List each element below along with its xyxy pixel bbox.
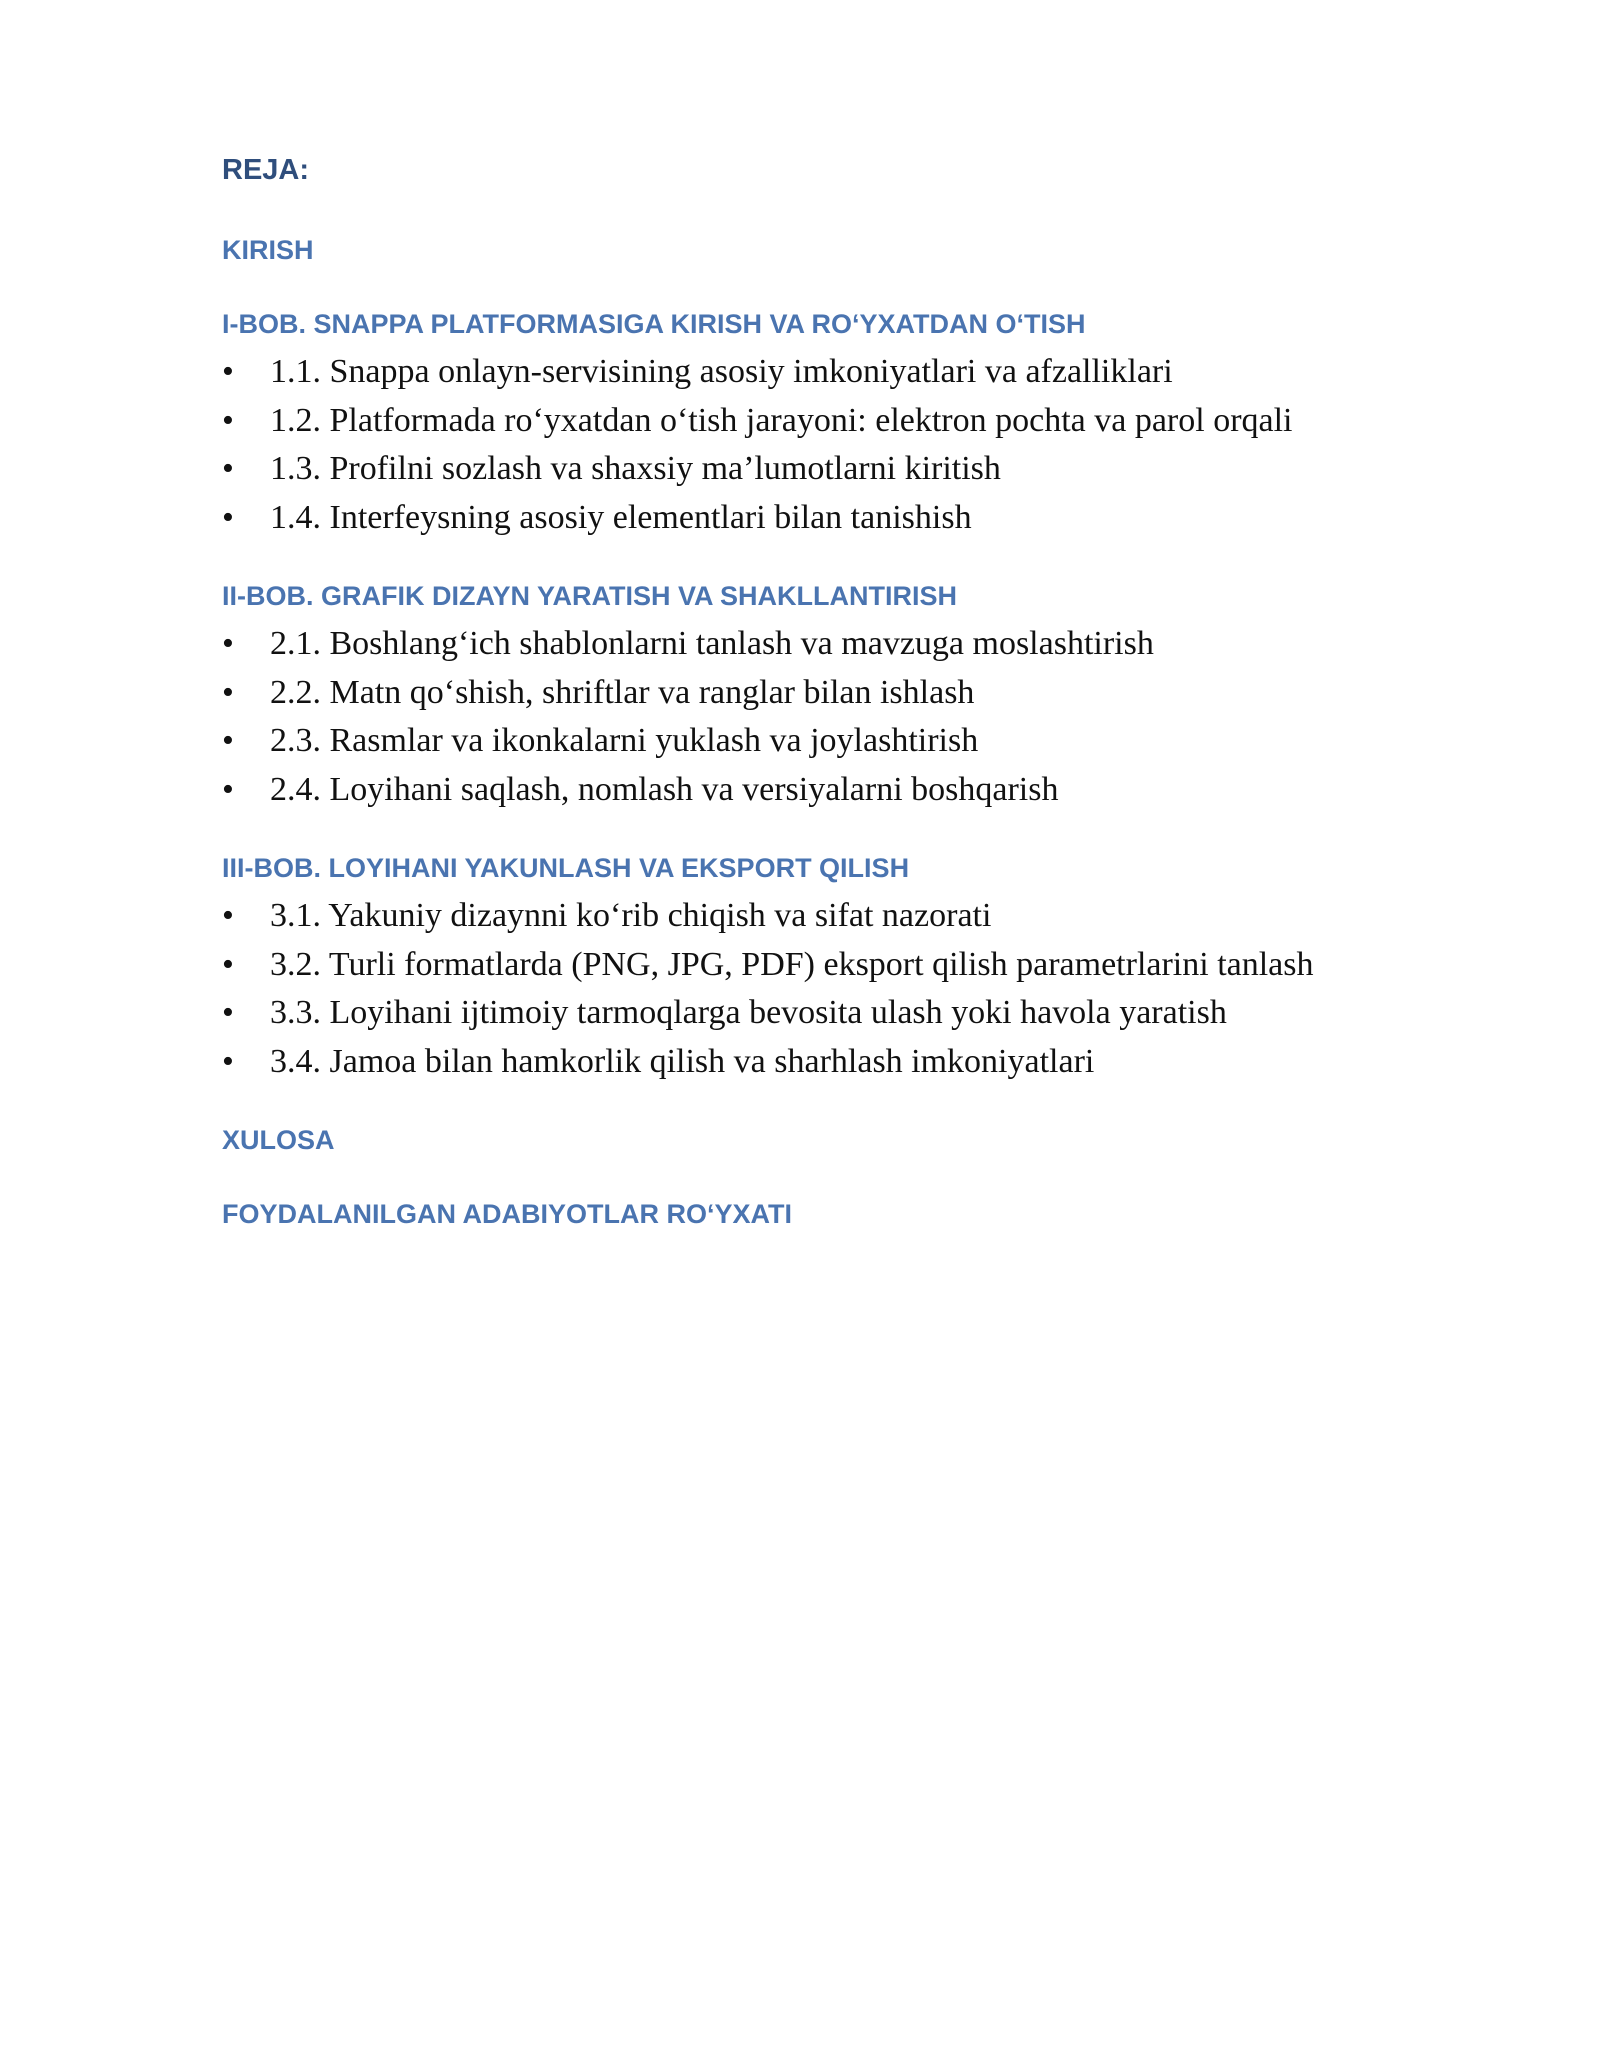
intro-heading: KIRISH [222,235,314,265]
list-item [222,717,1422,766]
list-item-text: 1.1. Snappa onlayn-servisining asosiy imkoniyatlari va afzalliklari [270,353,1173,390]
chapter-3-heading: III-BOB. LOYIHANI YAKUNLASH VA EKSPORT QILISH [222,853,910,883]
list-item-text: 3.1. Yakuniy dizaynni ko‘rib chiqish va sifat nazorati [270,897,992,934]
chapter-2-heading: II-BOB. GRAFIK DIZAYN YARATISH VA SHAKLLANTIRISH [222,581,958,611]
list-item [222,1038,1422,1087]
bullet-icon: • [222,1042,234,1080]
bullet-icon: • [222,498,234,536]
list-item [222,494,1422,543]
list-item [222,620,1422,669]
chapter-3-list [222,892,1422,1086]
list-item-text: 1.2. Platformada ro‘yxatdan o‘tish jarayoni: elektron pochta va parol orqali [270,401,1293,439]
plan-title: REJA: [222,154,310,186]
list-item [222,892,1422,941]
list-item [222,445,1422,494]
bullet-icon: • [222,401,234,439]
list-item-text: 1.4. Interfeysning asosiy elementlari bilan tanishish [270,498,972,536]
list-item [222,348,1422,397]
references-heading: FOYDALANILGAN ADABIYOTLAR RO‘YXATI [222,1199,792,1229]
list-item-text: 1.3. Profilni sozlash va shaxsiy ma’lumotlarni kiritish [270,450,1001,487]
bullet-icon: • [222,722,234,759]
list-item-text: 3.4. Jamoa bilan hamkorlik qilish va sharhlash imkoniyatlari [270,1042,1095,1080]
chapter-3 [222,848,1422,1086]
bullet-icon: • [222,450,234,487]
list-item [222,397,1422,446]
list-item-text: 2.1. Boshlang‘ich shablonlarni tanlash va mavzuga moslashtirish [270,625,1154,662]
chapter-2 [222,576,1422,814]
conclusion-heading: XULOSA [222,1125,335,1155]
list-item-text: 2.3. Rasmlar va ikonkalarni yuklash va joylashtirish [270,722,979,759]
bullet-icon: • [222,673,234,711]
list-item [222,766,1422,815]
bullet-icon: • [222,994,234,1031]
list-item [222,669,1422,718]
chapter-1-heading: I-BOB. SNAPPA PLATFORMASIGA KIRISH VA RO‘YXATDAN O‘TISH [222,309,1086,339]
bullet-icon: • [222,945,234,983]
chapter-1-list [222,348,1422,542]
bullet-icon: • [222,770,234,808]
chapter-2-list [222,620,1422,814]
list-item-text: 2.2. Matn qo‘shish, shriftlar va ranglar bilan ishlash [270,673,975,711]
document-page [222,150,1422,1234]
list-item [222,941,1422,990]
list-item-text: 2.4. Loyihani saqlash, nomlash va versiyalarni boshqarish [270,770,1059,808]
list-item-text: 3.2. Turli formatlarda (PNG, JPG, PDF) eksport qilish parametrlarini tanlash [270,945,1314,983]
bullet-icon: • [222,625,234,662]
bullet-icon: • [222,353,234,390]
list-item-text: 3.3. Loyihani ijtimoiy tarmoqlarga bevosita ulash yoki havola yaratish [270,994,1227,1031]
chapter-1 [222,304,1422,542]
list-item [222,989,1422,1038]
bullet-icon: • [222,897,234,934]
